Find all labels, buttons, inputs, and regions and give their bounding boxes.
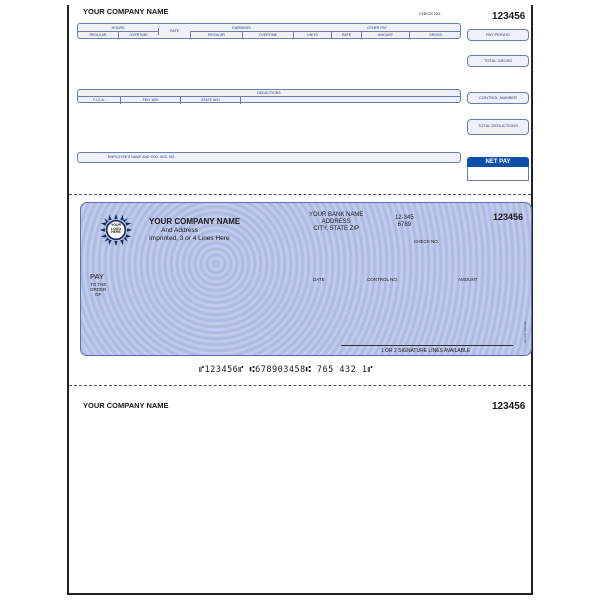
- stub-check-no-label: CHECK NO.: [419, 11, 442, 16]
- deductions-group-label: DEDUCTIONS: [78, 90, 460, 97]
- check-no-label: CHECK NO.: [414, 239, 440, 244]
- col-amount: AMOUNT: [361, 32, 409, 39]
- col-other-rate: RATE: [331, 32, 361, 39]
- control-no-label: CONTROL NO.: [367, 277, 399, 282]
- to-the-order-of-label: [90, 282, 106, 297]
- bottom-stub-check-number: 123456: [492, 401, 526, 412]
- total-deductions-box: [467, 119, 529, 135]
- employee-name-ssn-box: [77, 152, 461, 163]
- amount-label: AMOUNT: [458, 277, 478, 282]
- control-number-label: CONTROL NUMBER: [479, 95, 517, 100]
- control-number-box: [467, 92, 529, 104]
- earnings-group-label: EARNINGS: [190, 24, 293, 32]
- address-line-2: Imprinted, 3 or 4 Lines Here: [149, 235, 230, 242]
- perforation-top: [69, 194, 531, 195]
- col-rate: RATE: [158, 28, 190, 35]
- check-company-address: [149, 227, 230, 243]
- net-pay-label: NET PAY: [467, 157, 529, 167]
- logo-text: YOUR LOGO HERE: [110, 223, 122, 234]
- bottom-stub-company-name: YOUR COMPANY NAME: [83, 401, 169, 410]
- stub-check-number: 123456: [492, 11, 526, 22]
- security-features-text: Security features: [523, 321, 527, 344]
- perforation-bottom: [69, 385, 531, 386]
- col-fed-wh: FED. W/H: [120, 97, 180, 104]
- employee-label: EMPLOYEE'S NAME AND SOC. SEC. NO.: [108, 155, 176, 159]
- pay-period-label: PAY PERIOD: [486, 32, 510, 37]
- check-body: [80, 202, 532, 356]
- date-label: DATE: [313, 277, 325, 282]
- col-regular-earnings: REGULAR: [190, 32, 242, 39]
- deductions-table: [77, 89, 461, 103]
- micr-line: ⑈123456⑈ ⑆678903458⑆ 765 432 1⑈: [199, 365, 374, 375]
- address-line-1: And Address: [161, 227, 198, 234]
- fractional-routing: [395, 215, 414, 229]
- col-gross: GROSS: [409, 32, 461, 39]
- col-overtime-earnings: OVERTIME: [242, 32, 293, 39]
- order-line: ORDER: [90, 287, 107, 292]
- col-blank: [240, 97, 461, 104]
- signature-text: 1 OR 2 SIGNATURE LINES AVAILABLE: [381, 348, 471, 354]
- to-the-line: TO THE: [90, 282, 107, 287]
- hours-group-label: HOURS: [78, 24, 158, 32]
- bank-address: ADDRESS: [321, 219, 351, 225]
- col-units: UNITS: [293, 32, 331, 39]
- routing-top: 12-345: [395, 215, 414, 221]
- col-regular-hours: REGULAR: [89, 33, 107, 37]
- total-deductions-label: TOTAL DEDUCTIONS: [478, 123, 518, 128]
- signature-line: [341, 345, 513, 346]
- earnings-table: [77, 23, 461, 39]
- payroll-check-document: [67, 5, 533, 595]
- total-gross-box: [467, 55, 529, 67]
- col-overtime-hours: OVERTIME: [118, 32, 158, 39]
- col-fica: F.I.C.A.: [93, 98, 105, 102]
- pay-period-box: [467, 29, 529, 41]
- bank-name: YOUR BANK NAME: [309, 212, 364, 218]
- col-state-wh: STATE W/H: [180, 97, 240, 104]
- check-company-name: YOUR COMPANY NAME: [149, 217, 241, 226]
- routing-bottom: 6789: [397, 222, 412, 228]
- other-pay-group-label: OTHER PAY: [293, 24, 461, 32]
- total-gross-label: TOTAL GROSS: [484, 58, 512, 63]
- net-pay-box: [467, 167, 529, 181]
- of-line: OF: [95, 292, 102, 297]
- bank-city-state: CITY, STATE ZIP: [313, 226, 360, 232]
- pay-label: PAY: [90, 272, 104, 281]
- stub-company-name: YOUR COMPANY NAME: [83, 7, 169, 16]
- check-number: 123456: [493, 212, 524, 222]
- bank-info: [309, 212, 363, 233]
